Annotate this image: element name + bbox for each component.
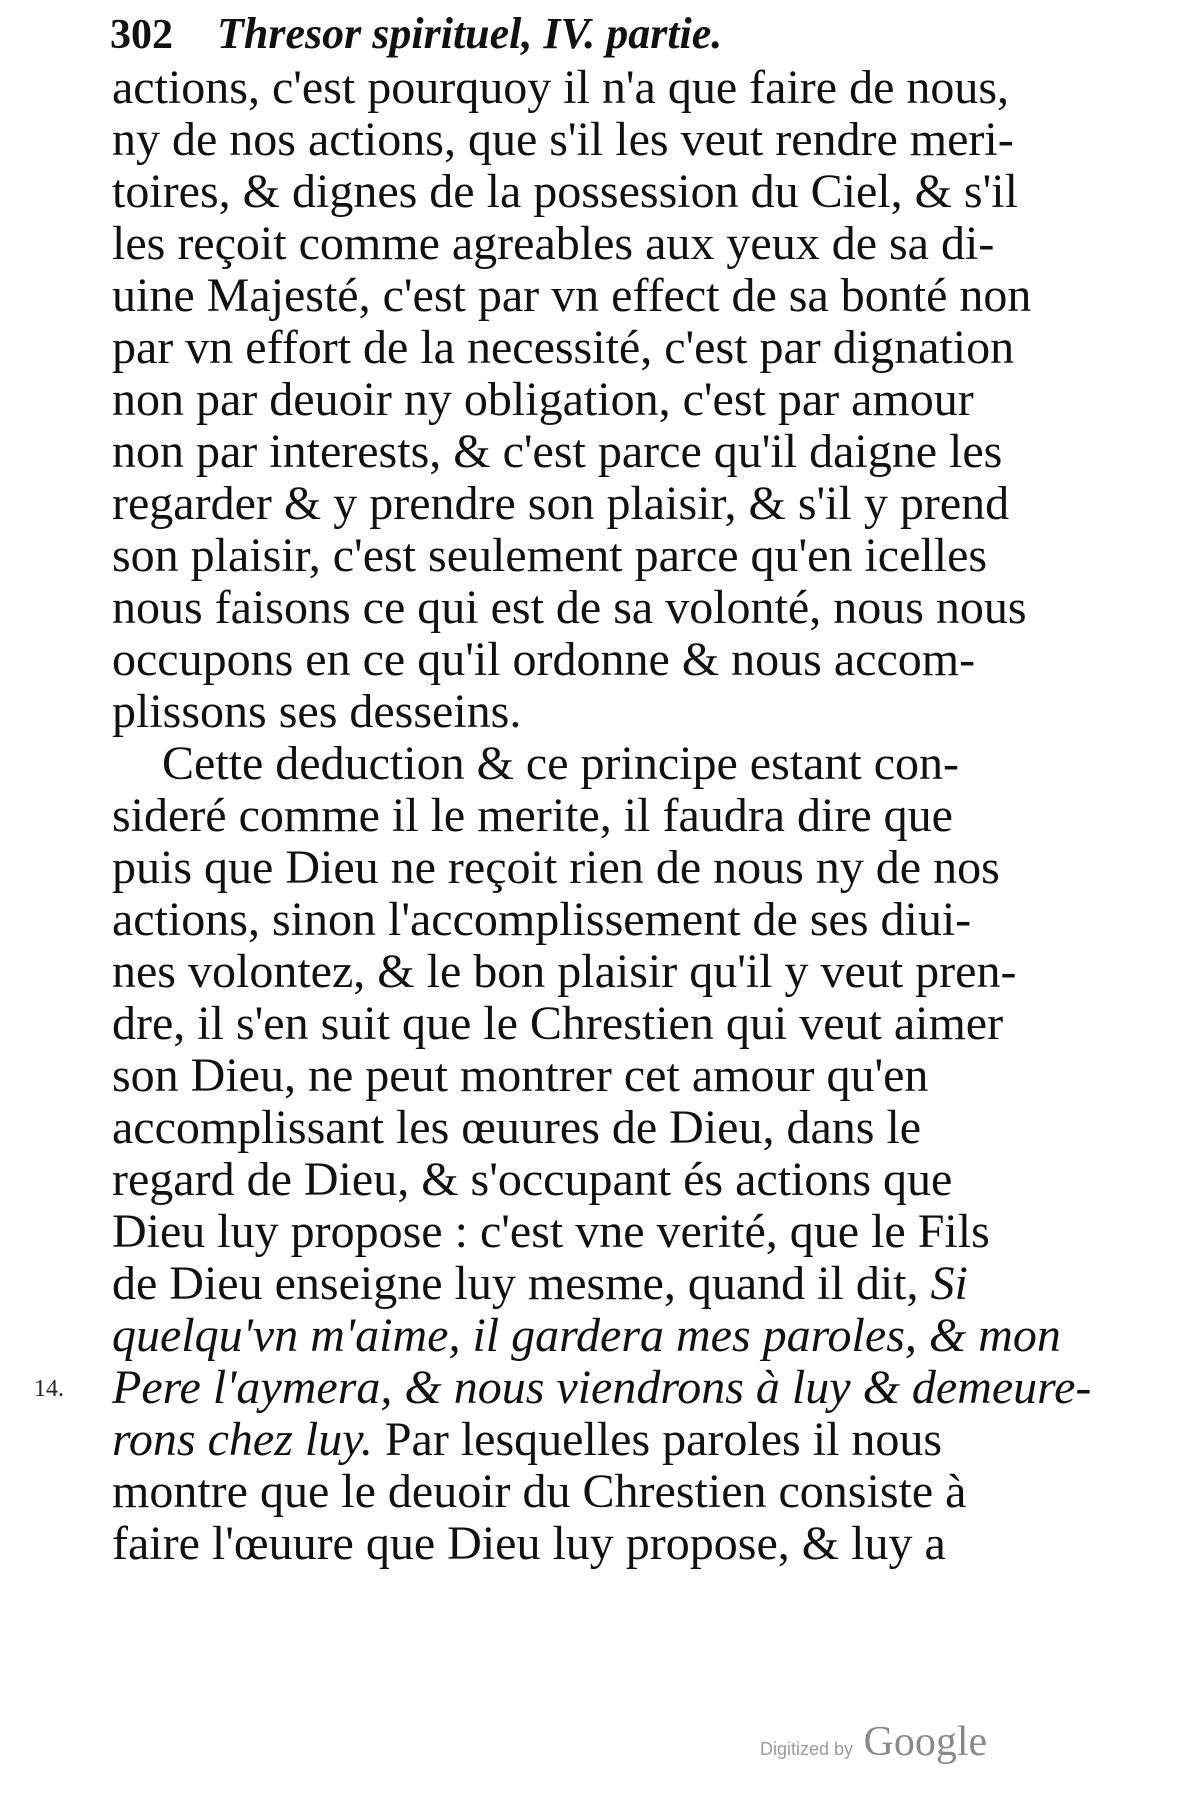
digitized-by-label: Digitized by — [760, 1739, 854, 1759]
text-line: non par interests, & c'est parce qu'il daigne les — [112, 425, 1003, 478]
text-line: son plaisir, c'est seulement parce qu'en icelles — [112, 529, 988, 582]
paragraph-start-line: Cette deduction & ce principe estant con- — [162, 737, 960, 790]
text-line: regard de Dieu, & s'occupant és actions que — [112, 1153, 953, 1206]
quote-line: Pere l'aymera, & nous viendrons à luy & demeure- — [112, 1361, 1092, 1414]
text-line: Dieu luy propose : c'est vne verité, que le Fils — [112, 1205, 990, 1258]
margin-note: 14. — [34, 1376, 64, 1402]
text-line: nes volontez, & le bon plaisir qu'il y veut pren- — [112, 945, 1017, 998]
text-line: ny de nos actions, que s'il les veut rendre meri- — [112, 113, 1014, 166]
text-line: puis que Dieu ne reçoit rien de nous ny de nos — [112, 841, 1000, 894]
text-line: faire l'œuure que Dieu luy propose, & luy a — [112, 1517, 946, 1570]
text-line: non par deuoir ny obligation, c'est par amour — [112, 373, 974, 426]
quote-end-line — [112, 1414, 1072, 1470]
running-head: Thresor spirituel, IV. partie. — [217, 9, 723, 58]
text-line: sideré comme il le merite, il faudra dire que — [112, 789, 953, 842]
text-line: par vn effort de la necessité, c'est par dignation — [112, 321, 1015, 374]
text-line: actions, sinon l'accomplissement de ses diui- — [112, 893, 972, 946]
page-header — [110, 8, 1070, 68]
text-line: uine Majesté, c'est par vn effect de sa bonté non — [112, 269, 1032, 322]
text-line-with-quote-start — [112, 1258, 1072, 1314]
text-line: son Dieu, ne peut montrer cet amour qu'en — [112, 1049, 929, 1102]
google-logo-text: Google — [863, 1719, 988, 1765]
quote-start: Si — [930, 1257, 968, 1310]
quote-end: rons chez luy. — [112, 1413, 373, 1466]
text-line: actions, c'est pourquoy il n'a que faire de nous, — [112, 61, 1010, 114]
text-line: occupons en ce qu'il ordonne & nous accom- — [112, 633, 976, 686]
text-line: nous faisons ce qui est de sa volonté, nous nous — [112, 581, 1027, 634]
page-number: 302 — [110, 12, 173, 58]
text-line-roman: de Dieu enseigne luy mesme, quand il dit, — [112, 1257, 919, 1310]
text-line: les reçoit comme agreables aux yeux de sa di- — [112, 217, 995, 270]
text-line: regarder & y prendre son plaisir, & s'il y prend — [112, 477, 1010, 530]
text-line: dre, il s'en suit que le Chrestien qui veut aimer — [112, 997, 1004, 1050]
text-line: plissons ses desseins. — [112, 685, 522, 738]
quote-line: quelqu'vn m'aime, il gardera mes paroles, & mon — [112, 1309, 1061, 1362]
text-line-roman: Par lesquelles paroles il nous — [384, 1413, 943, 1466]
text-line: accomplissant les œuures de Dieu, dans le — [112, 1101, 922, 1154]
text-line: montre que le deuoir du Chrestien consiste à — [112, 1465, 967, 1518]
text-line: toires, & dignes de la possession du Ciel, & s'il — [112, 165, 1018, 218]
google-watermark — [760, 1718, 987, 1766]
